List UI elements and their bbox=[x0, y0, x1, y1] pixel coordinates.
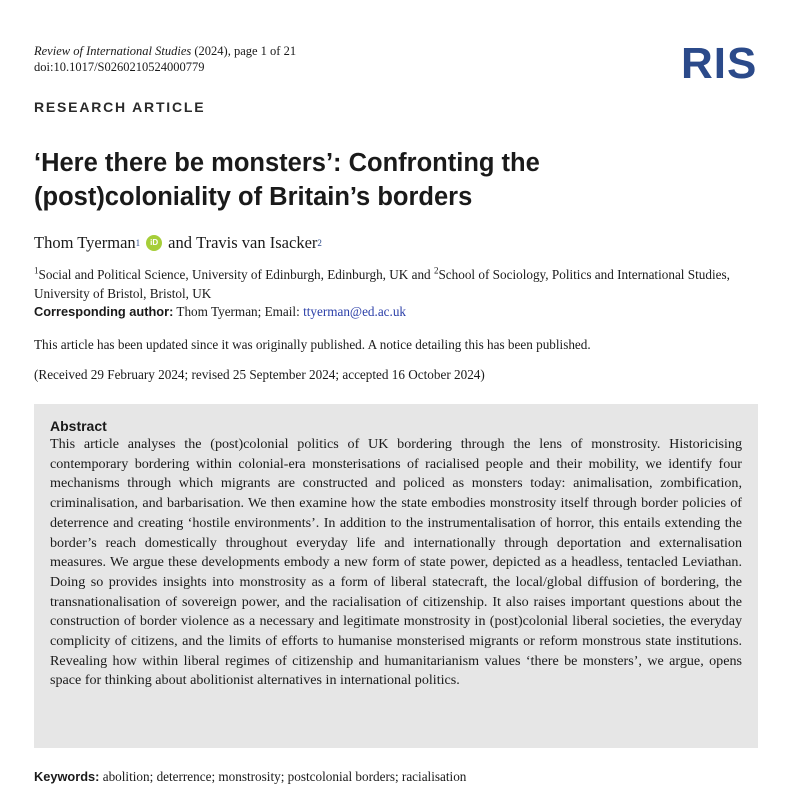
author-line: Thom Tyerman 1 iD and Travis van Isacker 2 bbox=[34, 233, 322, 252]
abstract-heading: Abstract bbox=[50, 418, 107, 434]
orcid-icon[interactable]: iD bbox=[146, 235, 162, 251]
keywords bbox=[34, 768, 466, 786]
article-title: ‘Here there be monsters’: Confronting the (post)coloniality of Britain’s borders bbox=[34, 149, 540, 211]
corresponding-author bbox=[34, 303, 406, 322]
author-name-2[interactable]: Travis van Isacker bbox=[196, 233, 318, 252]
author-joiner: and bbox=[168, 233, 192, 252]
affiliations bbox=[34, 266, 754, 303]
journal-name: Review of International Studies bbox=[34, 44, 192, 58]
abstract-text: This article analyses the (post)colonial politics of UK bordering through the lens of monstrosity. Historicising contemporary bordering within colonial-era monsterisations of racialised people and their mobility, we identify four mechanisms through which migrants are constructed and policed as monsters today: animalisation, zombification, criminalisation, and barbarisation. We then examine how the state embodies monstrosity itself through border policies of deterrence and creating ‘hostile environments’. In addition to the instrumentalisation of horror, this entails extending the border’s reach domestically throughout everyday life and internationally through deportation and externalisation measures. We argue these developments embody a new form of state power, depicted as a headless, tentacled Leviathan. Doing so provides insights into monstrosity as a form of liberal statecraft, the local/global diffusion of bordering, the transnationalisation of sovereign power, and the racialisation of citizenship. It also raises important questions about the construction of border violence as a necessary and legitimate monstrosity in (post)colonial liberal societies, the everyday complicity of citizens, and the limits of efforts to humanise monsterised migrants or reform monstrous state institutions. Revealing how within liberal regimes of citizenship and humanitarianism values ‘there be monsters’, we argue, opens space for thinking about abolitionist alternatives in international politics. bbox=[50, 436, 742, 689]
doi[interactable]: doi:10.1017/S0260210524000779 bbox=[34, 60, 205, 74]
email-link[interactable]: ttyerman@ed.ac.uk bbox=[303, 304, 407, 319]
journal-logo: RIS bbox=[681, 39, 758, 88]
corresponding-text: Thom Tyerman; Email: bbox=[173, 304, 304, 319]
article-type-label: RESEARCH ARTICLE bbox=[34, 99, 206, 115]
abstract-box bbox=[34, 404, 758, 748]
affiliation-2: School of Sociology, Politics and International Studies, University of Bristol, Bristol, UK bbox=[34, 267, 730, 301]
affiliation-1: Social and Political Science, University of Edinburgh, Edinburgh, UK and bbox=[38, 267, 434, 282]
journal-meta: (2024), page 1 of 21 bbox=[191, 44, 297, 58]
received-dates: (Received 29 February 2024; revised 25 September 2024; accepted 16 October 2024) bbox=[34, 367, 485, 382]
affil-mark-1: 1 bbox=[34, 265, 39, 276]
update-notice: This article has been updated since it was originally published. A notice detailing this has been published. bbox=[34, 337, 591, 352]
corresponding-label: Corresponding author: bbox=[34, 304, 174, 319]
affil-mark-2: 2 bbox=[433, 265, 439, 276]
author-name-1[interactable]: Thom Tyerman bbox=[34, 233, 136, 252]
keywords-label: Keywords: bbox=[34, 769, 100, 784]
journal-citation bbox=[34, 43, 296, 75]
keywords-list: abolition; deterrence; monstrosity; postcolonial borders; racialisation bbox=[99, 769, 467, 784]
